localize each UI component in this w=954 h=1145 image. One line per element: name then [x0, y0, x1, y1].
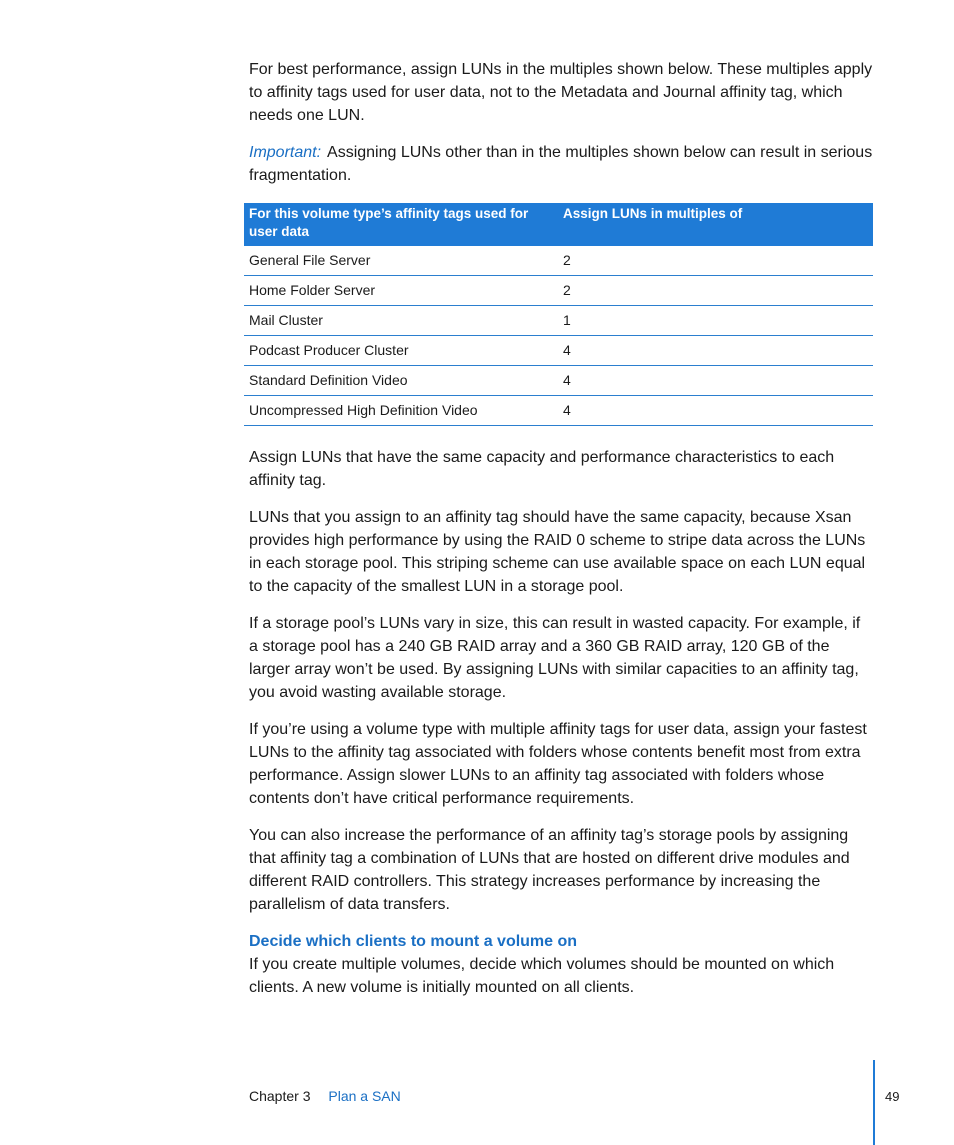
footer-divider: [873, 1060, 875, 1145]
intro-paragraph: For best performance, assign LUNs in the multiples shown below. These multiples apply to affinity tags used for user data, not to the Metadata and Journal affinity tag, which needs one LUN.: [249, 61, 873, 124]
table-row: [244, 336, 873, 366]
table-row: [244, 366, 873, 396]
cell-lun-multiple: 1: [558, 306, 873, 336]
table-row: [244, 246, 873, 276]
lun-multiples-table: [244, 203, 873, 426]
cell-lun-multiple: 2: [558, 246, 873, 276]
table-header-row: [244, 203, 873, 246]
cell-lun-multiple: 4: [558, 366, 873, 396]
cell-lun-multiple: 4: [558, 336, 873, 366]
table-row: [244, 396, 873, 426]
important-text: Assigning LUNs other than in the multiples shown below can result in serious fragmentation.: [249, 144, 873, 184]
cell-volume-type: Standard Definition Video: [244, 366, 558, 396]
cell-volume-type: Home Folder Server: [244, 276, 558, 306]
body-paragraph: If a storage pool’s LUNs vary in size, this can result in wasted capacity. For example, if a storage pool has a 240 GB RAID array and a 360 GB RAID array, 120 GB of the larger array won’t be used. By assigning LUNs with similar capacities to an affinity tag, you avoid wasting available storage.: [249, 615, 861, 701]
body-paragraph: LUNs that you assign to an affinity tag should have the same capacity, because Xsan provides high performance by using the RAID 0 scheme to stripe data across the LUNs in each storage pool. This striping scheme can use available space on each LUN equal to the capacity of the smallest LUN in a storage pool.: [249, 509, 866, 595]
cell-volume-type: General File Server: [244, 246, 558, 276]
table-row: [244, 276, 873, 306]
important-label: Important:: [249, 144, 322, 161]
body-paragraph: You can also increase the performance of an affinity tag’s storage pools by assigning that affinity tag a combination of LUNs that are hosted on different drive modules and different RAID controllers. This strategy increases performance by increasing the parallelism of data transfers.: [249, 827, 850, 913]
cell-lun-multiple: 4: [558, 396, 873, 426]
body-paragraph: If you’re using a volume type with multiple affinity tags for user data, assign your fastest LUNs to the affinity tag associated with folders whose contents benefit most from extra performance. Assign slower LUNs to an affinity tag associated with folders whose contents don’t have critical performance requirements.: [249, 721, 867, 807]
header-volume-type: For this volume type’s affinity tags used for user data: [244, 203, 558, 246]
important-note: [249, 141, 873, 187]
cell-volume-type: Uncompressed High Definition Video: [244, 396, 558, 426]
footer-chapter: Chapter 3: [249, 1088, 311, 1104]
header-lun-multiples: Assign LUNs in multiples of: [558, 203, 873, 246]
cell-volume-type: Mail Cluster: [244, 306, 558, 336]
page-footer: [249, 1088, 401, 1104]
page-number: 49: [885, 1089, 900, 1104]
cell-lun-multiple: 2: [558, 276, 873, 306]
section-paragraph: If you create multiple volumes, decide which volumes should be mounted on which clients. A new volume is initially mounted on all clients.: [249, 956, 835, 996]
body-paragraph: Assign LUNs that have the same capacity and performance characteristics to each affinity tag.: [249, 449, 835, 489]
table-row: [244, 306, 873, 336]
section-heading: Decide which clients to mount a volume on: [249, 933, 578, 950]
cell-volume-type: Podcast Producer Cluster: [244, 336, 558, 366]
footer-chapter-title-link[interactable]: Plan a SAN: [328, 1088, 401, 1104]
page-content: [249, 58, 873, 999]
